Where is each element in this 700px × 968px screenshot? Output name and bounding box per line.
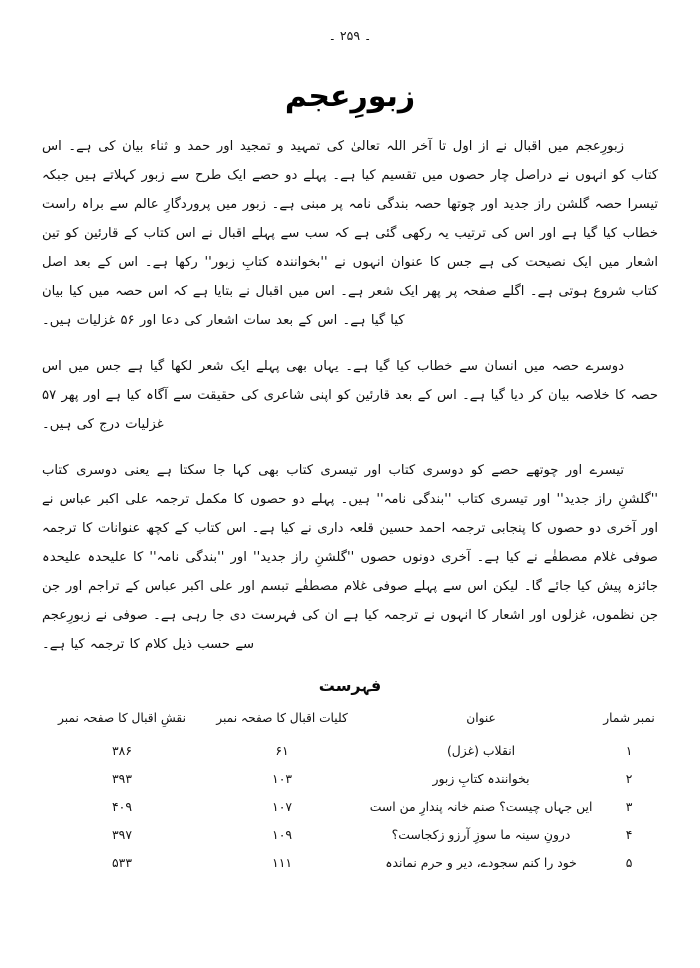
cell-serial: ۳ [625, 799, 633, 814]
column-header-title: عنوان [466, 711, 496, 725]
cell-kulliyat: ۱۰۷ [272, 799, 293, 814]
cell-naqsh: ۳۹۳ [112, 771, 132, 786]
column-header-naqsh: نقشِ اقبال کا صفحہ نمبر [58, 711, 186, 725]
cell-serial: ۲ [625, 771, 633, 786]
cell-kulliyat: ۱۰۳ [272, 771, 293, 786]
cell-kulliyat: ۱۰۹ [272, 827, 293, 842]
index-table-body [42, 737, 658, 877]
table-row [42, 765, 658, 793]
cell-serial: ۵ [625, 855, 633, 870]
index-table [42, 705, 658, 877]
column-header-serial: نمبر شمار [603, 711, 655, 725]
cell-naqsh: ۳۸۶ [112, 743, 132, 758]
cell-title: درونِ سینہ ما سوزِ آرزو زکجاست؟ [391, 827, 571, 842]
cell-kulliyat: ۶۱ [275, 743, 289, 758]
paragraph-1: زبورِعجم میں اقبال نے از اول تا آخر اللہ تعالیٰ کی تمہید و تمجید اور حمد و ثناء بیان کی ہے۔ اس کتاب کو انہوں نے دراصل چار حصوں میں تقسیم کیا ہے۔ پہلے دو حصے ایک طرح سے زبور کہلاتے ہیں جبکہ تیسرا حصہ گلشن راز جدید اور چوتھا حصہ بندگی نامہ پر مبنی ہے۔ زبور میں پروردگارِ عالم سے براہ راست خطاب کیا گیا ہے اور اس کی ترتیب یہ رکھی گئی ہے کہ سب سے پہلے اقبال نے اس کتاب کے قارئین کو تین اشعار میں ایک نصیحت کی ہے جس کا عنوان انہوں نے ''بخوانندہ کتابِ زبور'' رکھا ہے۔ اس کے بعد اصل کتاب شروع ہوتی ہے۔ اگلے صفحہ پر پھر ایک شعر ہے۔ اس میں اقبال نے بتایا ہے کہ اس حصہ میں کیا بیان کیا گیا ہے۔ اس کے بعد سات اشعار کی دعا اور ۵۶ غزلیات ہیں۔ [42, 139, 658, 328]
table-row [42, 849, 658, 877]
column-header-kulliyat: کلیات اقبال کا صفحہ نمبر [216, 711, 348, 725]
page-number: ۔ ۲۵۹ ۔ [328, 28, 372, 43]
index-heading: فہرست [318, 676, 382, 695]
cell-title: انقلاب (غزل) [446, 743, 516, 758]
cell-naqsh: ۵۳۳ [112, 855, 132, 870]
table-row [42, 793, 658, 821]
cell-serial: ۱ [625, 743, 633, 758]
cell-kulliyat: ۱۱۱ [272, 855, 293, 870]
table-header-row [42, 705, 658, 737]
cell-title: بخوانندہ کتابِ زبور [432, 771, 530, 786]
table-row [42, 821, 658, 849]
paragraph-2: دوسرے حصہ میں انسان سے خطاب کیا گیا ہے۔ یہاں بھی پہلے ایک شعر لکھا گیا ہے جس میں اس حصہ کا خلاصہ بیان کر دیا گیا ہے۔ اس کے بعد قارئین کو اپنی شاعری کی حقیقت سے آگاہ کیا ہے اور پھر ۵۷ غزلیات درج کی ہیں۔ [42, 359, 658, 432]
cell-title: ایں جہاں چیست؟ صنم خانہ پندارِ من است [369, 799, 593, 814]
cell-naqsh: ۴۰۹ [112, 799, 132, 814]
page-title: زبورِعجم [284, 79, 416, 115]
paragraph-3: تیسرے اور چوتھے حصے کو دوسری کتاب اور تیسری کتاب بھی کہا جا سکتا ہے یعنی دوسری کتاب ''گلشنِ راز جدید'' اور تیسری کتاب ''بندگی نامہ'' ہیں۔ پہلے دو حصوں کا مکمل ترجمہ علی اکبر عباس نے اور آخری دو حصوں کا پنجابی ترجمہ احمد حسین قلعہ داری نے کیا ہے۔ اس کتاب کے کچھ عنوانات کا ترجمہ صوفی غلام مصطفٰے نے کیا ہے۔ آخری دونوں حصوں ''گلشنِ راز جدید'' اور ''بندگی نامہ'' کا علیحدہ علیحدہ جائزہ پیش کیا جائے گا۔ لیکن اس سے پہلے صوفی غلام مصطفٰے تبسم اور علی اکبر عباس کے تراجم اور جن جن نظموں، غزلوں اور اشعار کا انہوں نے ترجمہ کیا ہے ان کی فہرست دی جا رہی ہے۔ صوفی نے زبورِعجم سے حسب ذیل کلام کا ترجمہ کیا ہے۔ [42, 463, 658, 652]
cell-title: خود را کنم سجودے، دیر و حرم نماندہ [385, 855, 577, 870]
body-content [42, 132, 658, 877]
cell-serial: ۴ [625, 827, 633, 842]
table-row [42, 737, 658, 765]
cell-naqsh: ۳۹۷ [112, 827, 132, 842]
